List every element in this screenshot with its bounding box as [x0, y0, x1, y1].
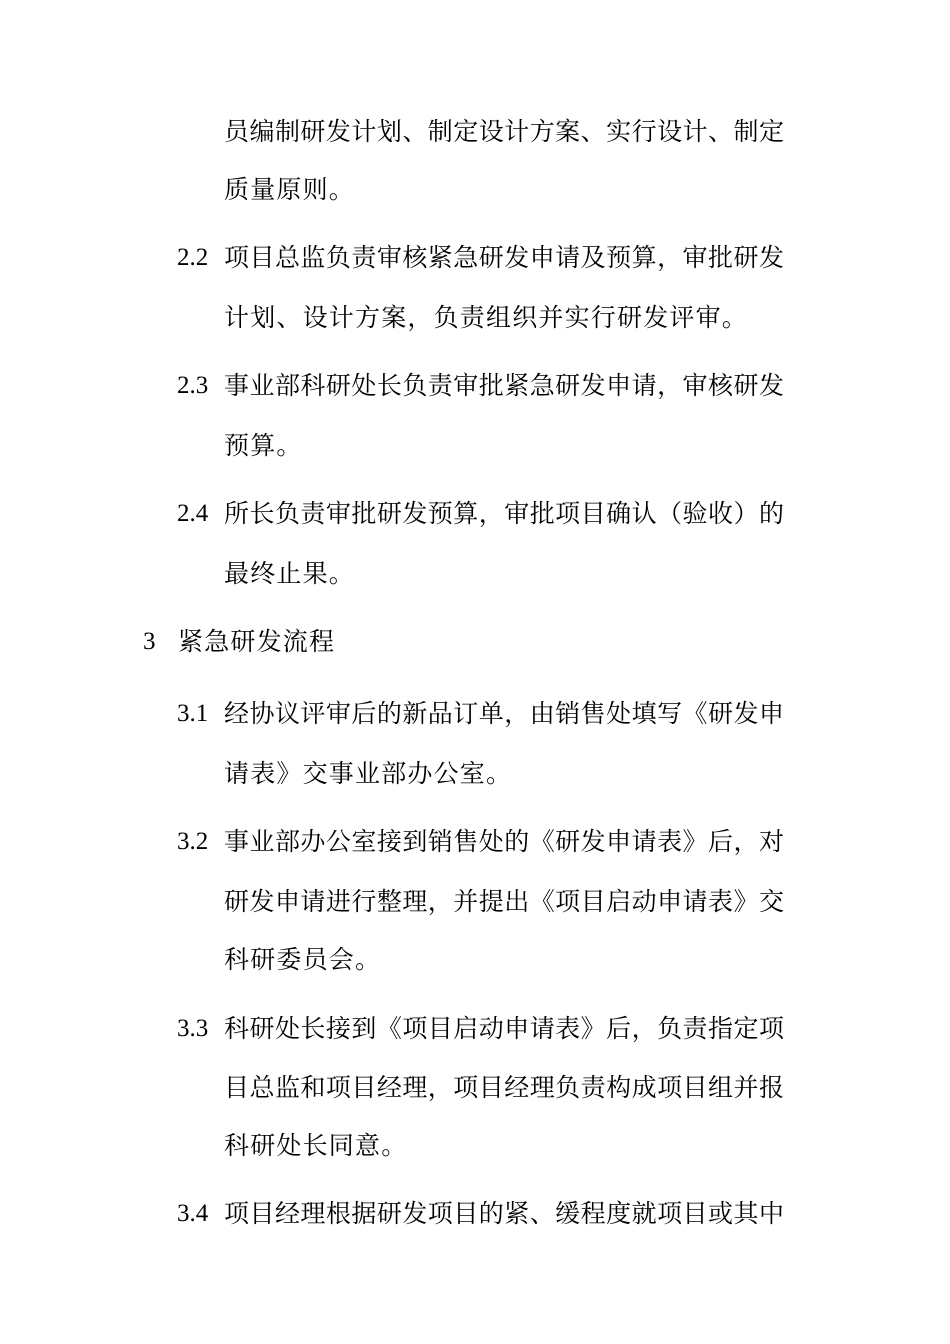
paragraph-line: 请表》交事业部办公室。	[224, 759, 513, 788]
paragraph-line: 经协议评审后的新品订单，由销售处填写《研发申	[224, 699, 784, 728]
paragraph-line: 预算。	[224, 431, 303, 460]
paragraph-line: 项目总监负责审核紧急研发申请及预算，审批研发	[224, 243, 784, 272]
item-number: 2.3	[177, 372, 209, 399]
paragraph-line: 事业部科研处长负责审批紧急研发申请，审核研发	[224, 371, 784, 400]
item-number: 2.2	[177, 244, 209, 271]
paragraph-line: 最终止果。	[224, 559, 356, 588]
item-number: 3.3	[177, 1015, 209, 1042]
paragraph-line: 事业部办公室接到销售处的《研发申请表》后，对	[224, 827, 784, 856]
item-number: 3.4	[177, 1200, 209, 1227]
paragraph-line: 科研委员会。	[224, 945, 382, 974]
section-number: 3	[143, 628, 156, 655]
paragraph-line: 所长负责审批研发预算，审批项目确认（验收）的	[224, 499, 784, 528]
paragraph-line: 目总监和项目经理，项目经理负责构成项目组并报	[224, 1073, 784, 1102]
paragraph-line: 研发申请进行整理，并提出《项目启动申请表》交	[224, 887, 784, 916]
paragraph-line: 项目经理根据研发项目的紧、缓程度就项目或其中	[224, 1199, 784, 1228]
item-number: 2.4	[177, 500, 209, 527]
paragraph-line: 计划、设计方案，负责组织并实行研发评审。	[224, 303, 749, 332]
paragraph-line: 科研处长同意。	[224, 1131, 408, 1160]
item-number: 3.1	[177, 700, 209, 727]
paragraph-line: 科研处长接到《项目启动申请表》后，负责指定项	[224, 1014, 784, 1043]
paragraph-line: 员编制研发计划、制定设计方案、实行设计、制定	[224, 117, 784, 146]
section-title: 紧急研发流程	[178, 627, 336, 656]
item-number: 3.2	[177, 828, 209, 855]
paragraph-line: 质量原则。	[224, 175, 356, 204]
